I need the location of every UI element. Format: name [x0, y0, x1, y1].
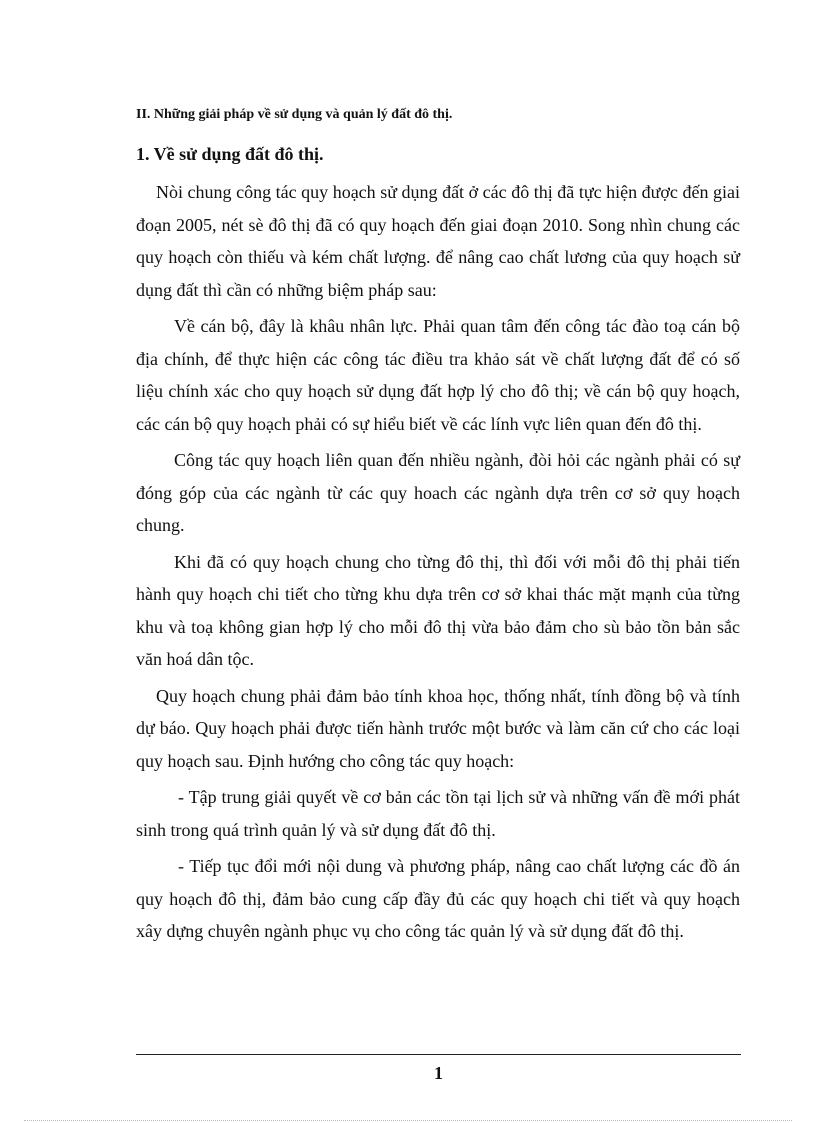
- paragraph-sectors: Công tác quy hoạch liên quan đến nhiều ngành, đòi hỏi các ngành phải có sự đóng góp của các ngành từ các quy hoach các ngành dựa trên cơ sở quy hoạch chung.: [136, 450, 740, 535]
- paragraph-detailed-planning: Khi đã có quy hoạch chung cho từng đô thị, thì đối với mỗi đô thị phải tiến hành quy hoạch chi tiết cho từng khu dựa trên cơ sở khai thác mặt mạnh của từng khu và toạ không gian hợp lý cho mỗi đô thị vừa bảo đảm cho sù bảo tồn bản sắc văn hoá dân tộc.: [136, 551, 740, 669]
- paragraph-general-planning: Quy hoạch chung phải đảm bảo tính khoa học, thống nhất, tính đồng bộ và tính dự báo. Quy hoạch phải được tiến hành trước một bước và làm căn cứ cho các loại quy hoạch sau. Định hướng cho công tác quy hoạch:: [136, 685, 740, 771]
- paragraph-overview: Nòi chung công tác quy hoạch sử dụng đất ở các đô thị đã tực hiện được đến giai đoạn 2005, nét sè đô thị đã có quy hoạch đến giai đoạn 2010. Song nhìn chung các quy hoạch còn thiếu và kém chất lượng. để nâng cao chất lương của quy hoạch sử dụng đất thì cần có những biệm pháp sau:: [136, 182, 740, 300]
- bullet-item-2: - Tiếp tục đổi mới nội dung và phương pháp, nâng cao chất lượng các đồ án quy hoạch đô thị, đảm bảo cung cấp đầy đủ các quy hoạch chi tiết và quy hoạch xây dựng chuyên ngành phục vụ cho công tác quản lý và sử dụng đất đô thị.: [136, 856, 740, 941]
- page-number: 1: [434, 1063, 443, 1083]
- section-heading: II. Những giải pháp về sử dụng và quản lý đất đô thị.: [136, 107, 453, 122]
- paragraph-staff: Về cán bộ, đây là khâu nhân lực. Phải quan tâm đến công tác đào toạ cán bộ địa chính, để thực hiện các công tác điều tra khảo sát về chất lượng đất để có số liệu chính xác cho quy hoạch sử dụng đất hợp lý cho đô thị; về cán bộ quy hoạch, các cán bộ quy hoạch phải có sự hiểu biết về các lính vực liên quan đến đô thị.: [136, 316, 740, 434]
- sub-heading: 1. Về sử dụng đất đô thị.: [136, 144, 324, 164]
- footer-divider: [136, 1054, 741, 1055]
- page-edge-divider: [24, 1120, 792, 1121]
- bullet-item-1: - Tập trung giải quyết về cơ bản các tồn tại lịch sử và những vấn đề mới phát sinh trong quá trình quản lý và sử dụng đất đô thị.: [136, 787, 740, 840]
- body-text: [136, 176, 740, 948]
